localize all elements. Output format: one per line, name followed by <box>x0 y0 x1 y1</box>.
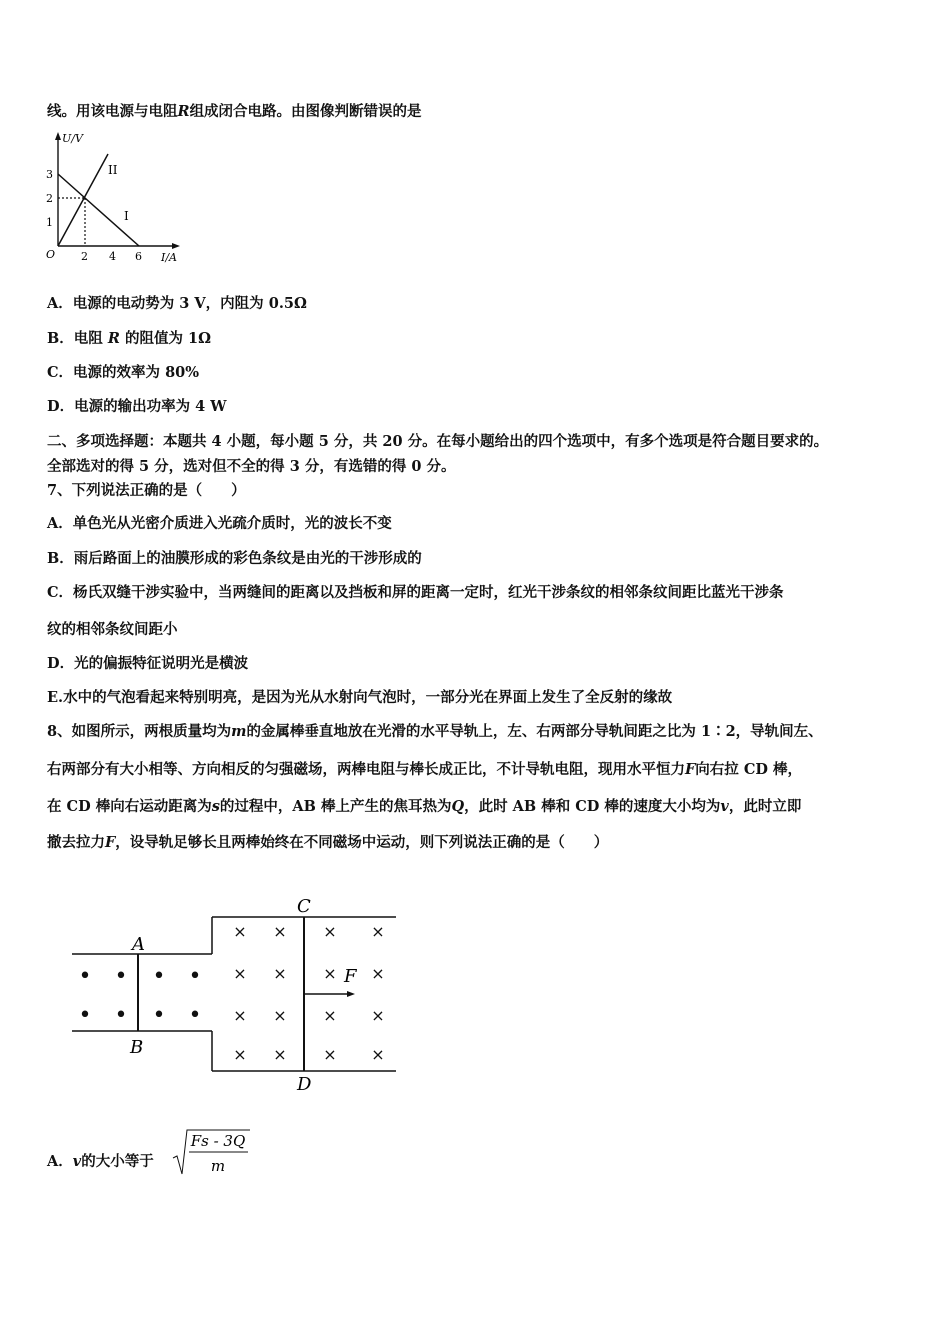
q8-var-f: F <box>685 761 696 778</box>
field-cross: × <box>233 964 247 983</box>
intro-text-pre: 线。用该电源与电阻 <box>47 103 178 120</box>
q6-b-post: 的阻值为 1Ω <box>124 330 211 347</box>
x-axis-label: I/A <box>161 251 177 264</box>
q8-var-m: m <box>231 723 247 740</box>
q8-var-s: s <box>211 798 220 815</box>
q8-l4-post: ，设导轨足够长且两棒始终在不同磁场中运动，则下列说法正确的是（ ） <box>115 834 609 851</box>
q8-line2 <box>47 761 802 779</box>
q8-option-a <box>47 1153 154 1171</box>
q7-option-a: A．单色光从光密介质进入光疏介质时，光的波长不变 <box>47 515 392 532</box>
field-dot: • <box>78 1003 92 1028</box>
formula-numerator: Fs - 3Q <box>190 1132 246 1150</box>
q6-b-var: R <box>107 330 120 347</box>
field-cross: × <box>233 1045 247 1064</box>
line-II-label: II <box>108 163 118 177</box>
field-dot: • <box>152 964 166 989</box>
field-cross: × <box>323 922 337 941</box>
label-d: D <box>297 1074 312 1095</box>
q7-option-c-line1: C．杨氏双缝干涉实验中，当两缝间的距离以及挡板和屏的距离一定时，红光干涉条纹的相邻条纹间距比蓝光干涉条 <box>47 584 784 601</box>
q8-var-q: Q <box>451 798 465 815</box>
q8-a-pre: A． <box>47 1153 73 1170</box>
q8-l3-post: ，此时立即 <box>728 798 802 815</box>
section2-line1: 二、多项选择题：本题共 4 小题，每小题 5 分，共 20 分。在每小题给出的四个选项中，有多个选项是符合题目要求的。 <box>47 433 829 450</box>
field-cross: × <box>371 922 385 941</box>
field-cross: × <box>273 1006 287 1025</box>
q8-l2-pre: 右两部分有大小相等、方向相反的匀强磁场，两棒电阻与棒长成正比，不计导轨电阻，现用水平恒力 <box>47 761 685 778</box>
intro-text-post: 组成闭合电路。由图像判断错误的是 <box>189 103 422 120</box>
field-dot: • <box>188 1003 202 1028</box>
field-cross: × <box>371 964 385 983</box>
field-cross: × <box>273 964 287 983</box>
section2-line2: 全部选对的得 5 分，选对但不全的得 3 分，有选错的得 0 分。 <box>47 458 456 475</box>
label-a: A <box>132 934 145 955</box>
field-dot: • <box>152 1003 166 1028</box>
x-tick-4: 4 <box>109 250 116 263</box>
q8-a-post: 的大小等于 <box>81 1153 154 1170</box>
field-dot: • <box>188 964 202 989</box>
q8-l3-mid2: ，此时 AB 棒和 CD 棒的速度大小均为 <box>464 798 721 815</box>
field-cross: × <box>273 922 287 941</box>
label-f: F <box>344 966 357 987</box>
q6-option-b <box>47 330 211 348</box>
q8-l2-post: 向右拉 CD 棒， <box>695 761 803 778</box>
force-arrowhead <box>347 991 355 997</box>
q8-l3-pre: 在 CD 棒向右运动距离为 <box>47 798 212 815</box>
y-tick-2: 2 <box>46 192 53 205</box>
field-dot: • <box>114 1003 128 1028</box>
field-cross: × <box>323 964 337 983</box>
y-tick-3: 3 <box>46 168 53 181</box>
q8-l1-post: 的金属棒垂直地放在光滑的水平导轨上，左、右两部分导轨间距之比为 1∶2，导轨间左、 <box>246 723 823 740</box>
sqrt-formula <box>172 1126 252 1178</box>
q7-option-d: D．光的偏振特征说明光是横波 <box>47 655 249 672</box>
x-tick-2: 2 <box>81 250 88 263</box>
q6-option-a: A．电源的电动势为 3 V，内阻为 0.5Ω <box>47 295 307 312</box>
field-dot: • <box>114 964 128 989</box>
q8-l3-mid: 的过程中，AB 棒上产生的焦耳热为 <box>219 798 452 815</box>
field-dot: • <box>78 964 92 989</box>
q6-option-d: D．电源的输出功率为 4 W <box>47 398 227 415</box>
q8-line4 <box>47 834 608 852</box>
line-I-label: I <box>124 209 129 223</box>
q8-l1-pre: 8、如图所示，两根质量均为 <box>47 723 232 740</box>
formula-denominator: m <box>210 1157 226 1175</box>
q7-option-c-line2: 纹的相邻条纹间距小 <box>47 621 178 638</box>
q8-line3 <box>47 798 801 816</box>
q8-var-v: v <box>720 798 729 815</box>
y-axis-arrow <box>55 132 61 140</box>
y-tick-1: 1 <box>46 216 53 229</box>
q8-l4-pre: 撤去拉力 <box>47 834 105 851</box>
ui-graph <box>40 128 190 268</box>
field-cross: × <box>371 1045 385 1064</box>
q7-option-b: B．雨后路面上的油膜形成的彩色条纹是由光的干涉形成的 <box>47 550 422 567</box>
q6-option-c: C．电源的效率为 80% <box>47 364 200 381</box>
field-cross: × <box>233 1006 247 1025</box>
field-cross: × <box>233 922 247 941</box>
q7-option-e: E.水中的气泡看起来特别明亮，是因为光从水射向气泡时，一部分光在界面上发生了全反射的缘故 <box>47 689 673 706</box>
x-axis-arrow <box>172 243 180 249</box>
field-cross: × <box>273 1045 287 1064</box>
q7-stem: 7、下列说法正确的是（ ） <box>47 482 246 499</box>
y-axis-label: U/V <box>62 132 83 145</box>
q6-b-pre: B．电阻 <box>47 330 103 347</box>
intro-var-r: R <box>177 103 190 120</box>
q8-a-var-v: v <box>72 1153 82 1170</box>
q8-line1 <box>47 723 823 741</box>
label-b: B <box>130 1037 144 1058</box>
field-cross: × <box>371 1006 385 1025</box>
line-II <box>58 154 108 246</box>
label-c: C <box>297 896 311 917</box>
origin-label: O <box>46 248 56 261</box>
q8-var-f2: F <box>105 834 116 851</box>
x-tick-6: 6 <box>135 250 142 263</box>
field-cross: × <box>323 1045 337 1064</box>
rail-diagram <box>68 890 408 1105</box>
field-cross: × <box>323 1006 337 1025</box>
intro-line <box>47 103 422 121</box>
